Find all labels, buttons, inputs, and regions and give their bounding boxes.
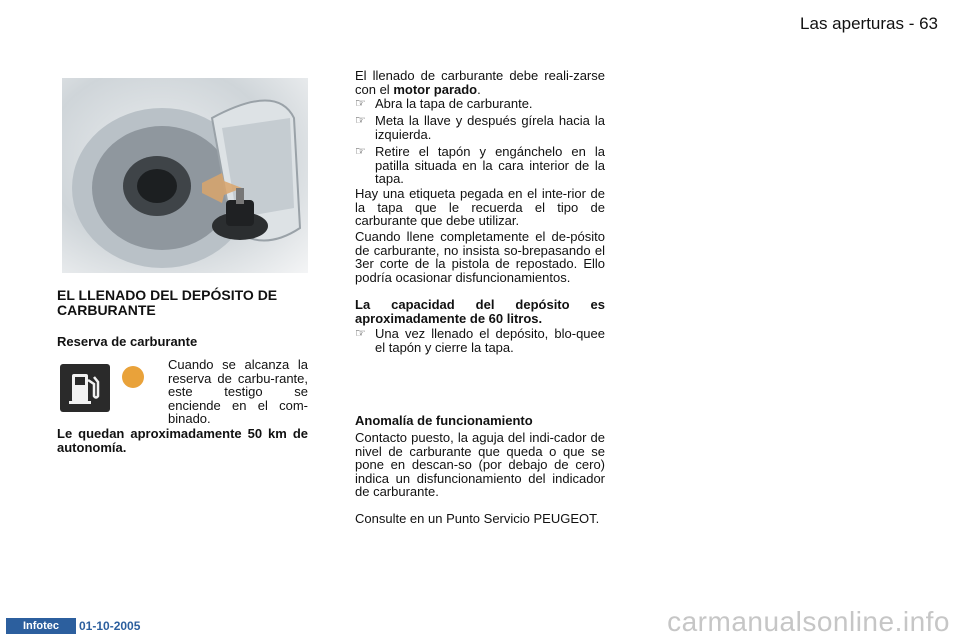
fill-warning-text: Cuando llene completamente el de-pósito de carburante, no insista so-brepasando el 3er corte de la pistola de repostado. Ello podría ocasionar disfuncionamientos.	[355, 229, 605, 285]
step-3: ☞ Retire el tapón y engánchelo en la patilla situada en la cara interior de la tapa.	[355, 144, 605, 187]
remaining-range: Le quedan aproximadamente 50 km de autonomía.	[57, 426, 308, 455]
consult-text: Consulte en un Punto Servicio PEUGEOT.	[355, 511, 600, 526]
intro-text: El llenado de carburante debe reali-zarse con el motor parado.	[355, 68, 605, 97]
final-step: ☞ Una vez llenado el depósito, blo-quee el tapón y cierre la tapa.	[355, 326, 605, 355]
infotec-badge: Infotec	[6, 618, 76, 634]
reserve-subheading: Reserva de carburante	[57, 334, 198, 349]
engine-off-emphasis: motor parado	[393, 81, 478, 97]
fuel-filler-photo	[62, 78, 308, 273]
page-header: Las aperturas - 63	[800, 14, 938, 33]
reserve-text: Cuando se alcanza la reserva de carbu-rante, este testigo se enciende en el com-binado.	[168, 357, 308, 427]
label-text: Hay una etiqueta pegada en el inte-rior de la tapa que le recuerda el tipo de carburante que debe utilizar.	[355, 186, 605, 229]
tank-capacity: La capacidad del depósito es aproximadamente de 60 litros.	[355, 297, 605, 326]
pointing-hand-icon: ☞	[355, 326, 366, 340]
pointing-hand-icon: ☞	[355, 144, 366, 158]
fuel-pump-icon	[60, 364, 110, 412]
edition-date: 01-10-2005	[79, 619, 141, 633]
warning-light-indicator	[122, 366, 144, 388]
pointing-hand-icon: ☞	[355, 96, 366, 110]
pointing-hand-icon: ☞	[355, 113, 366, 127]
step-1: ☞ Abra la tapa de carburante.	[355, 96, 533, 111]
site-watermark: carmanualsonline.info	[667, 606, 950, 637]
anomaly-text: Contacto puesto, la aguja del indi-cador de nivel de carburante que queda o que se pone en descan-so (por debajo de cero) indica un disfuncionamiento del indicador de carburante.	[355, 430, 605, 500]
step-2: ☞ Meta la llave y después gírela hacia la izquierda.	[355, 113, 605, 142]
anomaly-heading: Anomalía de funcionamiento	[355, 413, 533, 428]
section-heading: EL LLENADO DEL DEPÓSITO DE CARBURANTE	[57, 287, 278, 318]
